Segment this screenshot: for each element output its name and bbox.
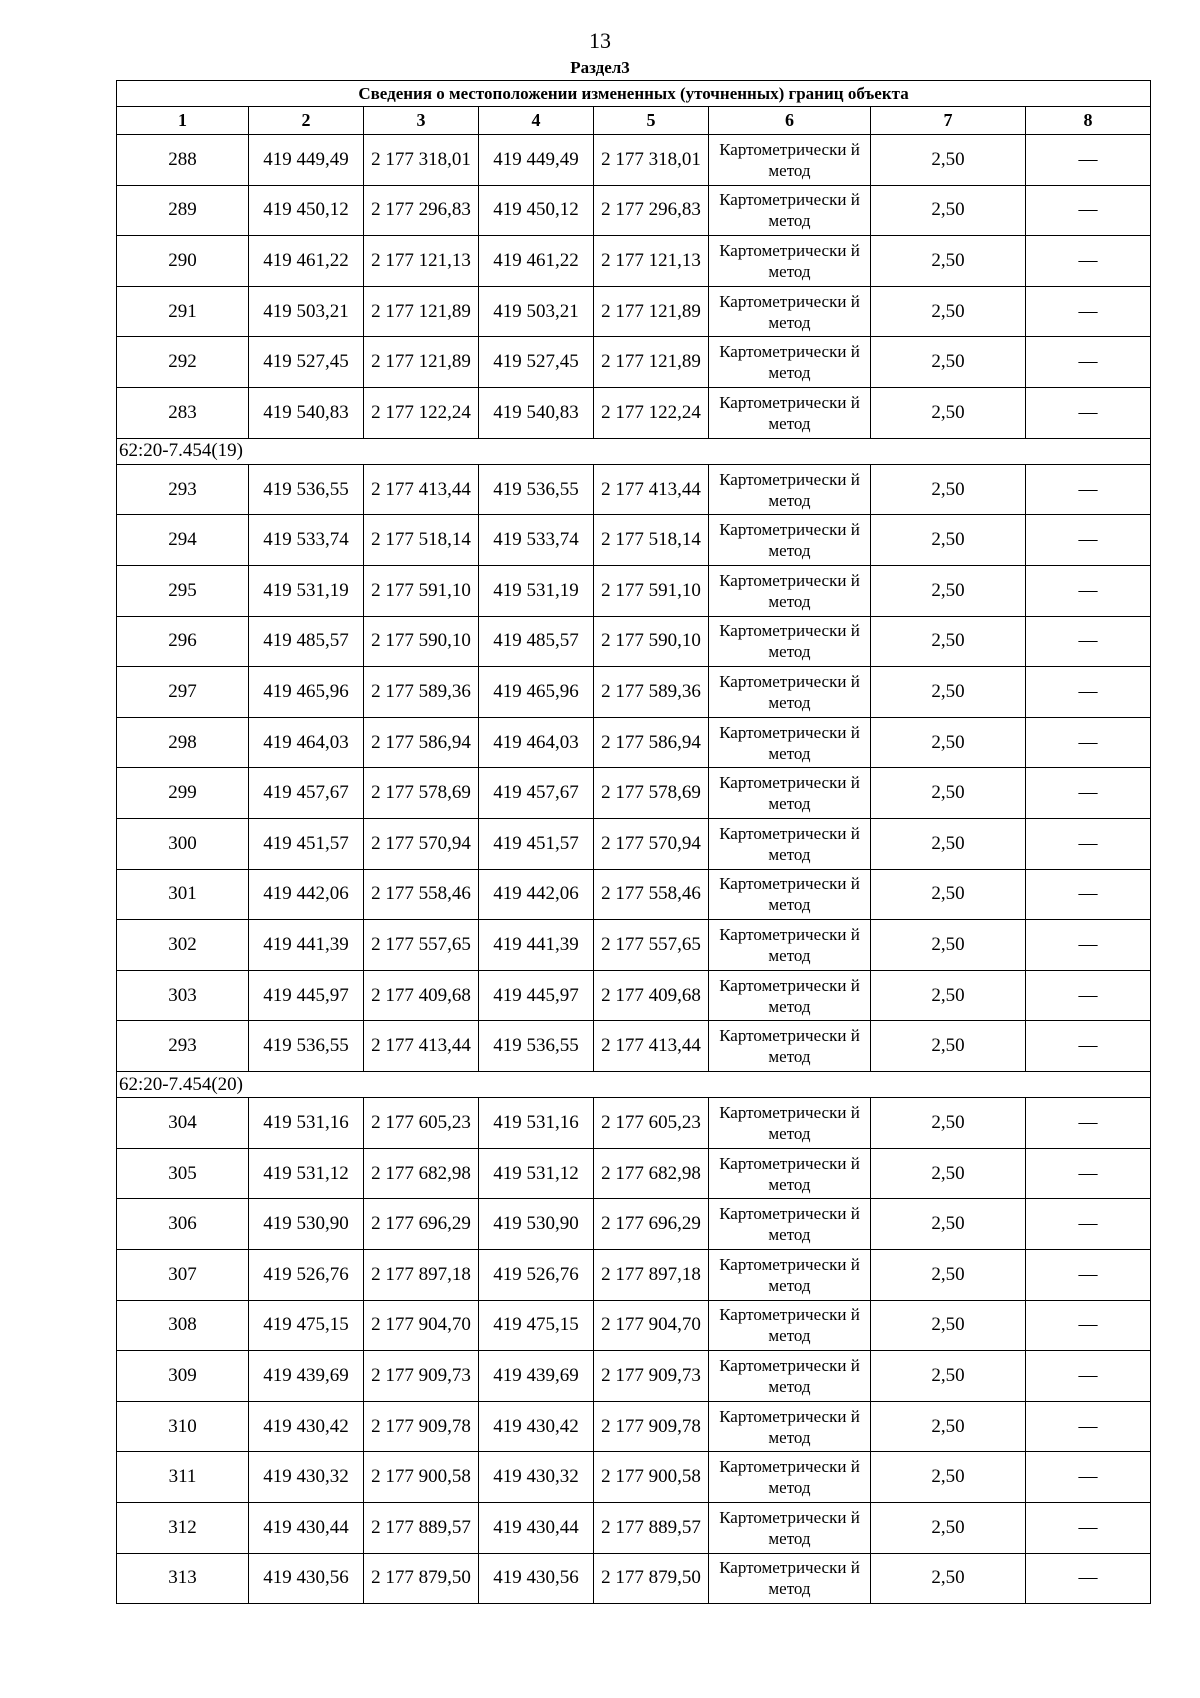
cell-y-new: 2 177 900,58	[594, 1452, 709, 1503]
cell-x-old: 419 442,06	[249, 869, 364, 920]
cell-method: Картометрически й метод	[709, 464, 871, 515]
cell-x-old: 419 531,19	[249, 566, 364, 617]
cell-y-new: 2 177 121,89	[594, 286, 709, 337]
cell-y-old: 2 177 122,24	[364, 387, 479, 438]
cell-point-number: 307	[117, 1250, 249, 1301]
cell-y-old: 2 177 889,57	[364, 1503, 479, 1554]
cell-method: Картометрически й метод	[709, 1148, 871, 1199]
cell-accuracy: 2,50	[871, 667, 1026, 718]
cell-method: Картометрически й метод	[709, 920, 871, 971]
cell-description: —	[1026, 1199, 1151, 1250]
cell-x-old: 419 475,15	[249, 1300, 364, 1351]
cell-x-old: 419 449,49	[249, 135, 364, 186]
cell-description: —	[1026, 337, 1151, 388]
table-row	[117, 515, 1151, 566]
cell-point-number: 311	[117, 1452, 249, 1503]
column-header: 1	[117, 107, 249, 135]
cell-accuracy: 2,50	[871, 1021, 1026, 1072]
cell-y-old: 2 177 318,01	[364, 135, 479, 186]
cell-method: Картометрически й метод	[709, 717, 871, 768]
cell-x-new: 419 457,67	[479, 768, 594, 819]
cell-accuracy: 2,50	[871, 920, 1026, 971]
cell-description: —	[1026, 1401, 1151, 1452]
cell-x-old: 419 451,57	[249, 819, 364, 870]
cell-y-old: 2 177 518,14	[364, 515, 479, 566]
table-row	[117, 970, 1151, 1021]
cell-description: —	[1026, 1553, 1151, 1604]
cell-method: Картометрически й метод	[709, 515, 871, 566]
cell-point-number: 290	[117, 236, 249, 287]
table-row	[117, 337, 1151, 388]
cell-y-new: 2 177 578,69	[594, 768, 709, 819]
cell-method: Картометрически й метод	[709, 286, 871, 337]
cell-x-new: 419 430,42	[479, 1401, 594, 1452]
table-row	[117, 1401, 1151, 1452]
cell-accuracy: 2,50	[871, 819, 1026, 870]
cell-y-new: 2 177 909,73	[594, 1351, 709, 1402]
cell-y-old: 2 177 570,94	[364, 819, 479, 870]
cell-y-new: 2 177 121,89	[594, 337, 709, 388]
cell-y-old: 2 177 296,83	[364, 185, 479, 236]
table-row	[117, 464, 1151, 515]
table-row	[117, 616, 1151, 667]
cell-x-new: 419 430,44	[479, 1503, 594, 1554]
cell-accuracy: 2,50	[871, 1199, 1026, 1250]
cell-description: —	[1026, 768, 1151, 819]
cell-x-old: 419 430,56	[249, 1553, 364, 1604]
cell-method: Картометрически й метод	[709, 135, 871, 186]
cell-point-number: 296	[117, 616, 249, 667]
column-header: 4	[479, 107, 594, 135]
table-row	[117, 1503, 1151, 1554]
cell-accuracy: 2,50	[871, 717, 1026, 768]
cell-method: Картометрически й метод	[709, 616, 871, 667]
cell-y-old: 2 177 121,13	[364, 236, 479, 287]
cell-x-new: 419 465,96	[479, 667, 594, 718]
cell-y-old: 2 177 578,69	[364, 768, 479, 819]
cell-x-new: 419 527,45	[479, 337, 594, 388]
cell-accuracy: 2,50	[871, 970, 1026, 1021]
cell-accuracy: 2,50	[871, 515, 1026, 566]
cell-y-old: 2 177 586,94	[364, 717, 479, 768]
cell-point-number: 301	[117, 869, 249, 920]
cell-x-new: 419 533,74	[479, 515, 594, 566]
cell-accuracy: 2,50	[871, 286, 1026, 337]
cell-x-old: 419 430,42	[249, 1401, 364, 1452]
table-body	[117, 135, 1151, 1604]
cell-accuracy: 2,50	[871, 616, 1026, 667]
section-title: Раздел3	[570, 58, 630, 77]
cell-x-new: 419 536,55	[479, 464, 594, 515]
table-row	[117, 1021, 1151, 1072]
cell-x-new: 419 531,16	[479, 1098, 594, 1149]
cell-y-new: 2 177 589,36	[594, 667, 709, 718]
cell-y-new: 2 177 605,23	[594, 1098, 709, 1149]
cell-method: Картометрически й метод	[709, 236, 871, 287]
cell-method: Картометрически й метод	[709, 1199, 871, 1250]
group-row	[117, 1071, 1151, 1097]
cell-x-new: 419 540,83	[479, 387, 594, 438]
cell-y-new: 2 177 586,94	[594, 717, 709, 768]
cell-point-number: 295	[117, 566, 249, 617]
cell-accuracy: 2,50	[871, 1351, 1026, 1402]
cell-method: Картометрически й метод	[709, 1098, 871, 1149]
boundary-table	[116, 80, 1151, 1604]
table-row	[117, 236, 1151, 287]
cell-point-number: 304	[117, 1098, 249, 1149]
cell-description: —	[1026, 970, 1151, 1021]
cell-accuracy: 2,50	[871, 185, 1026, 236]
cell-x-new: 419 503,21	[479, 286, 594, 337]
cell-x-old: 419 540,83	[249, 387, 364, 438]
cell-point-number: 291	[117, 286, 249, 337]
cell-accuracy: 2,50	[871, 1098, 1026, 1149]
cell-y-old: 2 177 121,89	[364, 337, 479, 388]
cell-x-new: 419 450,12	[479, 185, 594, 236]
cell-x-new: 419 461,22	[479, 236, 594, 287]
cell-method: Картометрически й метод	[709, 1401, 871, 1452]
cell-x-new: 419 464,03	[479, 717, 594, 768]
column-header: 2	[249, 107, 364, 135]
cell-description: —	[1026, 1098, 1151, 1149]
cell-y-old: 2 177 879,50	[364, 1553, 479, 1604]
cell-accuracy: 2,50	[871, 1148, 1026, 1199]
cell-description: —	[1026, 387, 1151, 438]
table-row	[117, 185, 1151, 236]
cell-description: —	[1026, 515, 1151, 566]
cell-x-old: 419 450,12	[249, 185, 364, 236]
cell-accuracy: 2,50	[871, 1553, 1026, 1604]
cell-method: Картометрически й метод	[709, 819, 871, 870]
cell-y-old: 2 177 590,10	[364, 616, 479, 667]
cell-x-old: 419 441,39	[249, 920, 364, 971]
cell-method: Картометрически й метод	[709, 667, 871, 718]
cell-method: Картометрически й метод	[709, 970, 871, 1021]
cell-y-new: 2 177 121,13	[594, 236, 709, 287]
cell-x-new: 419 430,56	[479, 1553, 594, 1604]
cell-point-number: 297	[117, 667, 249, 718]
table-row	[117, 566, 1151, 617]
cell-description: —	[1026, 717, 1151, 768]
cell-x-new: 419 526,76	[479, 1250, 594, 1301]
table-row	[117, 1098, 1151, 1149]
cell-description: —	[1026, 616, 1151, 667]
cell-x-new: 419 531,12	[479, 1148, 594, 1199]
cell-description: —	[1026, 1300, 1151, 1351]
cell-x-new: 419 441,39	[479, 920, 594, 971]
cell-method: Картометрически й метод	[709, 387, 871, 438]
cell-y-old: 2 177 696,29	[364, 1199, 479, 1250]
cell-description: —	[1026, 286, 1151, 337]
cell-y-new: 2 177 904,70	[594, 1300, 709, 1351]
cell-description: —	[1026, 920, 1151, 971]
page-number: 13	[589, 28, 611, 53]
cell-y-new: 2 177 557,65	[594, 920, 709, 971]
column-header: 3	[364, 107, 479, 135]
group-label: 62:20-7.454(19)	[117, 438, 1151, 464]
cell-point-number: 313	[117, 1553, 249, 1604]
column-header: 8	[1026, 107, 1151, 135]
cell-accuracy: 2,50	[871, 464, 1026, 515]
cell-description: —	[1026, 1021, 1151, 1072]
cell-method: Картометрически й метод	[709, 1553, 871, 1604]
cell-description: —	[1026, 1250, 1151, 1301]
cell-point-number: 293	[117, 1021, 249, 1072]
cell-x-old: 419 461,22	[249, 236, 364, 287]
cell-x-old: 419 526,76	[249, 1250, 364, 1301]
table-row	[117, 717, 1151, 768]
cell-description: —	[1026, 185, 1151, 236]
table-row	[117, 667, 1151, 718]
group-label: 62:20-7.454(20)	[117, 1071, 1151, 1097]
cell-y-new: 2 177 413,44	[594, 464, 709, 515]
cell-description: —	[1026, 1351, 1151, 1402]
cell-x-new: 419 475,15	[479, 1300, 594, 1351]
cell-y-old: 2 177 591,10	[364, 566, 479, 617]
table-row	[117, 1199, 1151, 1250]
cell-y-old: 2 177 904,70	[364, 1300, 479, 1351]
cell-y-old: 2 177 558,46	[364, 869, 479, 920]
cell-y-old: 2 177 557,65	[364, 920, 479, 971]
cell-x-new: 419 530,90	[479, 1199, 594, 1250]
cell-x-new: 419 536,55	[479, 1021, 594, 1072]
cell-description: —	[1026, 819, 1151, 870]
cell-x-old: 419 439,69	[249, 1351, 364, 1402]
cell-x-old: 419 430,32	[249, 1452, 364, 1503]
table-row	[117, 135, 1151, 186]
cell-x-old: 419 464,03	[249, 717, 364, 768]
cell-y-old: 2 177 413,44	[364, 464, 479, 515]
cell-description: —	[1026, 1503, 1151, 1554]
cell-x-old: 419 530,90	[249, 1199, 364, 1250]
cell-description: —	[1026, 1452, 1151, 1503]
table-row	[117, 1452, 1151, 1503]
cell-accuracy: 2,50	[871, 337, 1026, 388]
cell-method: Картометрически й метод	[709, 869, 871, 920]
table-row	[117, 1351, 1151, 1402]
cell-x-old: 419 457,67	[249, 768, 364, 819]
cell-point-number: 303	[117, 970, 249, 1021]
cell-x-old: 419 531,12	[249, 1148, 364, 1199]
cell-description: —	[1026, 667, 1151, 718]
cell-y-new: 2 177 879,50	[594, 1553, 709, 1604]
cell-method: Картометрически й метод	[709, 1021, 871, 1072]
cell-x-old: 419 533,74	[249, 515, 364, 566]
cell-accuracy: 2,50	[871, 387, 1026, 438]
cell-y-old: 2 177 909,73	[364, 1351, 479, 1402]
cell-y-new: 2 177 413,44	[594, 1021, 709, 1072]
cell-y-new: 2 177 889,57	[594, 1503, 709, 1554]
table-row	[117, 1148, 1151, 1199]
cell-y-new: 2 177 682,98	[594, 1148, 709, 1199]
cell-description: —	[1026, 236, 1151, 287]
cell-y-new: 2 177 897,18	[594, 1250, 709, 1301]
cell-x-old: 419 536,55	[249, 1021, 364, 1072]
table-row	[117, 1300, 1151, 1351]
cell-accuracy: 2,50	[871, 236, 1026, 287]
cell-point-number: 294	[117, 515, 249, 566]
cell-y-old: 2 177 409,68	[364, 970, 479, 1021]
cell-y-old: 2 177 897,18	[364, 1250, 479, 1301]
cell-method: Картометрически й метод	[709, 768, 871, 819]
cell-point-number: 309	[117, 1351, 249, 1402]
cell-accuracy: 2,50	[871, 1503, 1026, 1554]
table-caption: Сведения о местоположении измененных (уточненных) границ объекта	[117, 81, 1151, 107]
column-header-row	[117, 107, 1151, 135]
cell-point-number: 283	[117, 387, 249, 438]
cell-point-number: 299	[117, 768, 249, 819]
cell-method: Картометрически й метод	[709, 1503, 871, 1554]
cell-method: Картометрически й метод	[709, 566, 871, 617]
cell-x-new: 419 531,19	[479, 566, 594, 617]
cell-y-old: 2 177 900,58	[364, 1452, 479, 1503]
cell-y-new: 2 177 558,46	[594, 869, 709, 920]
cell-y-new: 2 177 318,01	[594, 135, 709, 186]
cell-y-old: 2 177 121,89	[364, 286, 479, 337]
cell-y-old: 2 177 413,44	[364, 1021, 479, 1072]
cell-point-number: 312	[117, 1503, 249, 1554]
cell-x-old: 419 485,57	[249, 616, 364, 667]
cell-point-number: 306	[117, 1199, 249, 1250]
cell-x-old: 419 527,45	[249, 337, 364, 388]
cell-method: Картометрически й метод	[709, 185, 871, 236]
cell-accuracy: 2,50	[871, 1250, 1026, 1301]
column-header: 6	[709, 107, 871, 135]
cell-x-old: 419 503,21	[249, 286, 364, 337]
cell-point-number: 292	[117, 337, 249, 388]
cell-description: —	[1026, 869, 1151, 920]
table-row	[117, 387, 1151, 438]
cell-y-new: 2 177 909,78	[594, 1401, 709, 1452]
cell-method: Картометрически й метод	[709, 1250, 871, 1301]
cell-point-number: 300	[117, 819, 249, 870]
table-row	[117, 768, 1151, 819]
cell-y-new: 2 177 518,14	[594, 515, 709, 566]
cell-y-old: 2 177 605,23	[364, 1098, 479, 1149]
cell-point-number: 293	[117, 464, 249, 515]
cell-x-old: 419 465,96	[249, 667, 364, 718]
table-row	[117, 286, 1151, 337]
cell-y-old: 2 177 589,36	[364, 667, 479, 718]
cell-y-new: 2 177 696,29	[594, 1199, 709, 1250]
table-row	[117, 819, 1151, 870]
cell-x-old: 419 531,16	[249, 1098, 364, 1149]
cell-x-new: 419 449,49	[479, 135, 594, 186]
cell-x-new: 419 442,06	[479, 869, 594, 920]
cell-description: —	[1026, 135, 1151, 186]
group-row	[117, 438, 1151, 464]
cell-accuracy: 2,50	[871, 135, 1026, 186]
table-row	[117, 920, 1151, 971]
cell-accuracy: 2,50	[871, 869, 1026, 920]
cell-x-old: 419 430,44	[249, 1503, 364, 1554]
column-header: 7	[871, 107, 1026, 135]
cell-method: Картометрически й метод	[709, 337, 871, 388]
cell-point-number: 302	[117, 920, 249, 971]
cell-method: Картометрически й метод	[709, 1300, 871, 1351]
cell-point-number: 305	[117, 1148, 249, 1199]
cell-point-number: 308	[117, 1300, 249, 1351]
cell-x-new: 419 439,69	[479, 1351, 594, 1402]
cell-x-new: 419 451,57	[479, 819, 594, 870]
cell-y-new: 2 177 591,10	[594, 566, 709, 617]
cell-accuracy: 2,50	[871, 566, 1026, 617]
cell-x-old: 419 536,55	[249, 464, 364, 515]
cell-description: —	[1026, 1148, 1151, 1199]
cell-accuracy: 2,50	[871, 1401, 1026, 1452]
table-row	[117, 869, 1151, 920]
cell-y-old: 2 177 909,78	[364, 1401, 479, 1452]
cell-x-new: 419 485,57	[479, 616, 594, 667]
cell-point-number: 288	[117, 135, 249, 186]
cell-point-number: 289	[117, 185, 249, 236]
cell-y-new: 2 177 409,68	[594, 970, 709, 1021]
cell-y-new: 2 177 296,83	[594, 185, 709, 236]
cell-y-new: 2 177 590,10	[594, 616, 709, 667]
cell-x-new: 419 430,32	[479, 1452, 594, 1503]
cell-accuracy: 2,50	[871, 1300, 1026, 1351]
cell-y-new: 2 177 122,24	[594, 387, 709, 438]
cell-description: —	[1026, 566, 1151, 617]
cell-point-number: 310	[117, 1401, 249, 1452]
table-row	[117, 1250, 1151, 1301]
table-row	[117, 1553, 1151, 1604]
cell-accuracy: 2,50	[871, 1452, 1026, 1503]
cell-x-new: 419 445,97	[479, 970, 594, 1021]
cell-x-old: 419 445,97	[249, 970, 364, 1021]
cell-method: Картометрически й метод	[709, 1351, 871, 1402]
cell-description: —	[1026, 464, 1151, 515]
cell-accuracy: 2,50	[871, 768, 1026, 819]
cell-y-new: 2 177 570,94	[594, 819, 709, 870]
cell-y-old: 2 177 682,98	[364, 1148, 479, 1199]
cell-method: Картометрически й метод	[709, 1452, 871, 1503]
column-header: 5	[594, 107, 709, 135]
cell-point-number: 298	[117, 717, 249, 768]
